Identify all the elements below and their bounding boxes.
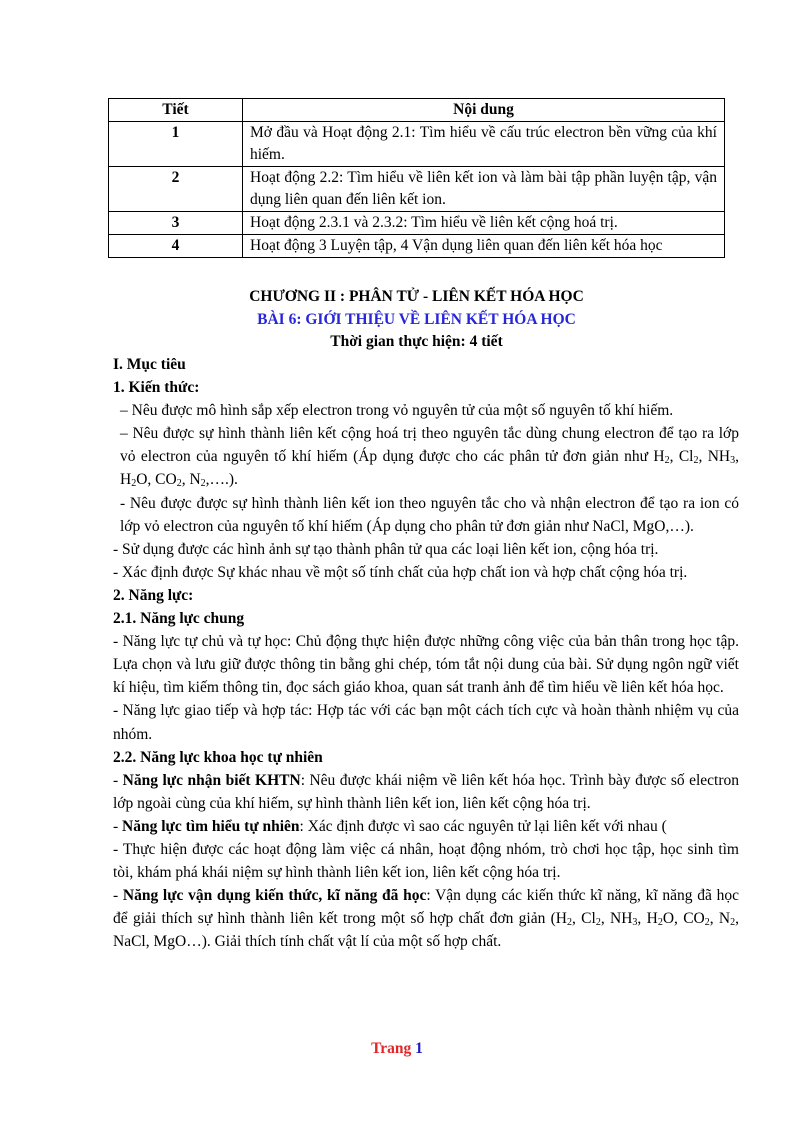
cell-content: Mở đầu và Hoạt động 2.1: Tìm hiểu về cấu trúc electron bền vững của khí hiếm. [243, 122, 725, 167]
general-competency-item: - Năng lực giao tiếp và hợp tác: Hợp tác với các bạn một cách tích cực và hoàn thành nhiệm vụ của nhóm. [113, 702, 739, 743]
table-header-row [109, 99, 725, 122]
science-competency-item: - Năng lực nhận biết KHTN: Nêu được khái niệm về liên kết hóa học. Trình bày được số electron lớp ngoài cùng của khí hiếm, sự hình thành liên kết ion, liên kết cộng hóa trị. [113, 771, 740, 812]
subsection-heading: 2.1. Năng lực chung [113, 610, 245, 628]
schedule-table [108, 98, 725, 258]
header-tiet: Tiết [109, 99, 243, 122]
knowledge-item: – Nêu được mô hình sắp xếp electron trong vỏ nguyên tử của một số nguyên tố khí hiếm. [120, 402, 674, 420]
page-number: 1 [415, 1040, 423, 1057]
table-row [109, 212, 725, 235]
knowledge-item: - Sử dụng được các hình ảnh sự tạo thành phân tử qua các loại liên kết ion, cộng hóa trị. [113, 540, 659, 558]
footer-label: Trang [371, 1040, 416, 1057]
knowledge-item: - Nêu được được sự hình thành liên kết ion theo nguyên tắc cho và nhận electron để tạo ra ion có lớp vỏ electron của nguyên tố khí hiếm (Áp dụng cho phân tử đơn giản như NaCl, MgO,…). [120, 494, 739, 535]
subsection-heading: 2. Năng lực: [113, 586, 194, 604]
chapter-title: CHƯƠNG II : PHÂN TỬ - LIÊN KẾT HÓA HỌC [249, 288, 584, 305]
general-competency-item: - Năng lực tự chủ và tự học: Chủ động thực hiện được những công việc của bản thân trong học tập. Lựa chọn và lưu giữ được thông tin bằng ghi chép, tóm tắt nội dung của bài. Sử dụng ngôn ngữ viết kí hiệu, tìm kiếm thông tin, đọc sách giáo khoa, quan sát tranh ảnh để tìm hiểu về liên kết hóa học. [113, 633, 739, 697]
knowledge-item: - Xác định được Sự khác nhau về một số tính chất của hợp chất ion và hợp chất cộng hóa trị. [113, 563, 688, 581]
page-footer [0, 1040, 794, 1058]
science-competency-item: - Năng lực tìm hiểu tự nhiên: Xác định được vì sao các nguyên tử lại liên kết với nhau ( [113, 817, 667, 835]
table-row [109, 235, 725, 258]
cell-tiet: 2 [109, 167, 243, 212]
table-row [109, 122, 725, 167]
science-competency-item: - Thực hiện được các hoạt động làm việc cá nhân, hoạt động nhóm, trò chơi học tập, học sinh tìm tòi, khám phá khái niệm sự hình thành liên kết ion, liên kết cộng hóa trị. [113, 840, 739, 882]
time-line: Thời gian thực hiện: 4 tiết [330, 333, 503, 350]
cell-tiet: 3 [109, 212, 243, 235]
cell-tiet: 4 [109, 235, 243, 258]
science-competency-item: - Năng lực vận dụng kiến thức, kĩ năng đã học: Vận dụng các kiến thức kĩ năng, kĩ năng đã học để giải thích sự hình thành liên kết trong một số hợp chất đơn giản ($H_2$, $Cl_2$, $NH_3$, $H_2O$, $CO_2$, $N_2$, NaCl, MgO…). Giải thích tính chất vật lí của một số hợp chất. [113, 887, 739, 951]
cell-tiet: 1 [109, 122, 243, 167]
document-body [113, 353, 739, 953]
lesson-title: BÀI 6: GIỚI THIỆU VỀ LIÊN KẾT HÓA HỌC [257, 311, 576, 328]
knowledge-item: – Nêu được sự hình thành liên kết cộng hoá trị theo nguyên tắc dùng chung electron để tạo ra lớp vỏ electron của nguyên tố khí hiếm (Áp dụng được cho các phân tử đơn giản như $H_2$, $Cl_2$, $NH_3$, $H_2O$, $CO_2$, $N_2,\dots$.). [120, 425, 739, 490]
cell-content: Hoạt động 3 Luyện tập, 4 Vận dụng liên quan đến liên kết hóa học [243, 235, 725, 258]
table-row [109, 167, 725, 212]
section-heading: I. Mục tiêu [113, 356, 186, 373]
cell-content: Hoạt động 2.2: Tìm hiểu về liên kết ion và làm bài tập phần luyện tập, vận dụng liên quan đến liên kết ion. [243, 167, 725, 212]
subsection-heading: 2.2. Năng lực khoa học tự nhiên [113, 748, 323, 766]
header-noi-dung: Nội dung [243, 99, 725, 122]
subsection-heading: 1. Kiến thức: [113, 379, 200, 397]
cell-content: Hoạt động 2.3.1 và 2.3.2: Tìm hiểu về liên kết cộng hoá trị. [243, 212, 725, 235]
